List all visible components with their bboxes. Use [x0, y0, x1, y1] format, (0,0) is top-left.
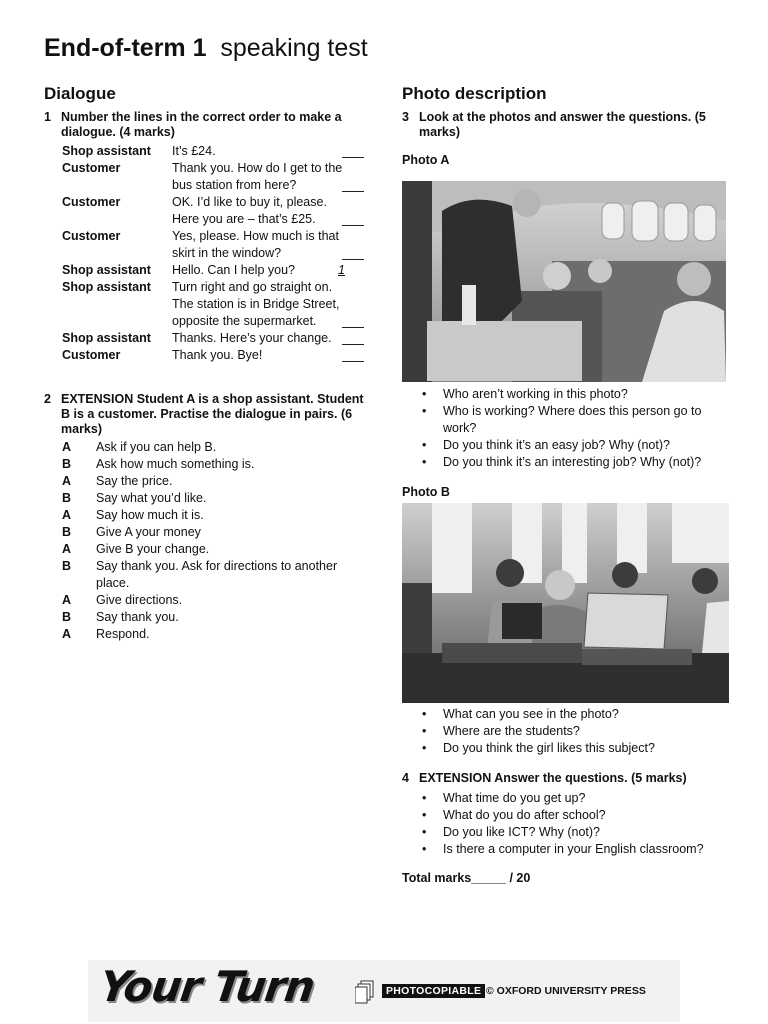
- order-blank[interactable]: [342, 361, 364, 362]
- dialogue-line: [62, 330, 350, 347]
- speaker-label: Shop assistant: [62, 331, 151, 345]
- photo-a-airplane-image: [402, 181, 726, 382]
- photocopiable-badge: PHOTOCOPIABLE: [382, 984, 485, 998]
- line-text: Thank you. How do I get to the bus station from here?: [172, 161, 343, 192]
- photocopy-icon: [355, 980, 375, 1004]
- speaker-label: Customer: [62, 348, 121, 362]
- role-letter: B: [62, 610, 72, 624]
- line-text: Hello. Can I help you?: [172, 263, 295, 277]
- photo-heading: Photo description: [402, 84, 547, 103]
- photo-b-label: Photo B: [402, 485, 450, 499]
- question-item: • Do you like ICT? Why (not)?: [402, 824, 732, 841]
- speaker-label: Shop assistant: [62, 280, 151, 294]
- question-1: [44, 110, 364, 140]
- role-step: [62, 473, 352, 490]
- dialogue-lines: [62, 143, 350, 364]
- dialogue-line: [62, 228, 350, 262]
- role-instruction: Say thank you.: [96, 610, 179, 624]
- role-step: [62, 524, 352, 541]
- role-letter: A: [62, 440, 72, 454]
- total-marks: Total marks_____ / 20: [402, 871, 531, 885]
- role-step: [62, 507, 352, 524]
- dialogue-line: [62, 347, 350, 364]
- order-blank[interactable]: [342, 225, 364, 226]
- role-instruction: Give directions.: [96, 593, 183, 607]
- question-4: [402, 771, 732, 786]
- order-blank[interactable]: [342, 191, 364, 192]
- dialogue-line: [62, 143, 350, 160]
- role-instruction: Give A your money: [96, 525, 201, 539]
- role-step: [62, 609, 352, 626]
- question-item: • Is there a computer in your English classroom?: [402, 841, 732, 858]
- your-turn-logo: Your Turn: [96, 962, 318, 1011]
- line-text: Turn right and go straight on. The station is in Bridge Street, opposite the supermarket.: [172, 280, 340, 328]
- role-step: [62, 592, 352, 609]
- line-text: It’s £24.: [172, 144, 216, 158]
- question-item: • Where are the students?: [402, 723, 732, 740]
- order-blank[interactable]: [342, 259, 364, 260]
- role-step: [62, 439, 352, 456]
- role-instruction: Say what you’d like.: [96, 491, 207, 505]
- title-bold: End-of-term 1: [44, 34, 207, 62]
- dialogue-line: [62, 262, 350, 279]
- role-instruction: Respond.: [96, 627, 150, 641]
- title-rest: speaking test: [220, 34, 368, 62]
- photo-b-questions: [402, 706, 732, 757]
- question-text: EXTENSION Answer the questions. (5 marks): [419, 771, 687, 785]
- dialogue-line: [62, 279, 350, 330]
- line-text: OK. I’d like to buy it, please. Here you are – that’s £25.: [172, 195, 327, 226]
- speaker-label: Shop assistant: [62, 263, 151, 277]
- speaker-label: Customer: [62, 161, 121, 175]
- line-text: Thank you. Bye!: [172, 348, 263, 362]
- role-letter: A: [62, 627, 72, 641]
- question-item: • What time do you get up?: [402, 790, 732, 807]
- line-text: Thanks. Here’s your change.: [172, 331, 332, 345]
- role-instruction: Say thank you. Ask for directions to another place.: [96, 559, 338, 590]
- question-item: • Who is working? Where does this person go to work?: [402, 403, 732, 437]
- question-text: EXTENSION Student A is a shop assistant. Student B is a customer. Practise the dialogue in pairs. (6 marks): [61, 392, 364, 436]
- role-instruction: Ask how much something is.: [96, 457, 255, 471]
- role-letter: A: [62, 593, 72, 607]
- question-item: • Do you think the girl likes this subject?: [402, 740, 732, 757]
- dialogue-line: [62, 194, 350, 228]
- question-item: • Do you think it’s an interesting job? Why (not)?: [402, 454, 732, 471]
- role-letter: A: [62, 474, 72, 488]
- role-instruction: Give B your change.: [96, 542, 210, 556]
- question-text: Look at the photos and answer the questions. (5 marks): [419, 110, 706, 139]
- role-step: [62, 558, 352, 592]
- role-step: [62, 541, 352, 558]
- role-letter: A: [62, 542, 72, 556]
- question-number: 4: [402, 771, 409, 785]
- order-blank[interactable]: [342, 157, 364, 158]
- speaker-label: Shop assistant: [62, 144, 151, 158]
- q4-questions: [402, 790, 732, 858]
- role-step: [62, 490, 352, 507]
- question-item: • What do you do after school?: [402, 807, 732, 824]
- order-blank[interactable]: [342, 344, 364, 345]
- photo-a-questions: [402, 386, 732, 471]
- question-number: 2: [44, 392, 51, 406]
- dialogue-line: [62, 160, 350, 194]
- line-text: Yes, please. How much is that skirt in the window?: [172, 229, 339, 260]
- question-item: • What can you see in the photo?: [402, 706, 732, 723]
- role-instruction: Ask if you can help B.: [96, 440, 217, 454]
- role-letter: B: [62, 491, 72, 505]
- role-steps: [62, 439, 352, 643]
- question-number: 3: [402, 110, 409, 124]
- speaker-label: Customer: [62, 195, 121, 209]
- question-item: • Do you think it’s an easy job? Why (not)?: [402, 437, 732, 454]
- role-step: [62, 456, 352, 473]
- role-letter: B: [62, 525, 72, 539]
- question-2: [44, 392, 364, 437]
- question-number: 1: [44, 110, 51, 124]
- question-3: [402, 110, 722, 140]
- photo-b-classroom-image: [402, 503, 729, 703]
- publisher-credit: © OXFORD UNIVERSITY PRESS: [486, 985, 646, 997]
- dialogue-heading: Dialogue: [44, 84, 116, 103]
- order-answer: 1: [338, 263, 345, 277]
- question-item: • Who aren’t working in this photo?: [402, 386, 732, 403]
- photo-a-label: Photo A: [402, 153, 450, 167]
- role-instruction: Say the price.: [96, 474, 173, 488]
- speaker-label: Customer: [62, 229, 121, 243]
- role-letter: B: [62, 457, 72, 471]
- role-letter: A: [62, 508, 72, 522]
- role-instruction: Say how much it is.: [96, 508, 204, 522]
- question-text: Number the lines in the correct order to make a dialogue. (4 marks): [61, 110, 342, 139]
- role-letter: B: [62, 559, 72, 573]
- role-step: [62, 626, 352, 643]
- order-blank[interactable]: [342, 327, 364, 328]
- page-title: [44, 34, 368, 63]
